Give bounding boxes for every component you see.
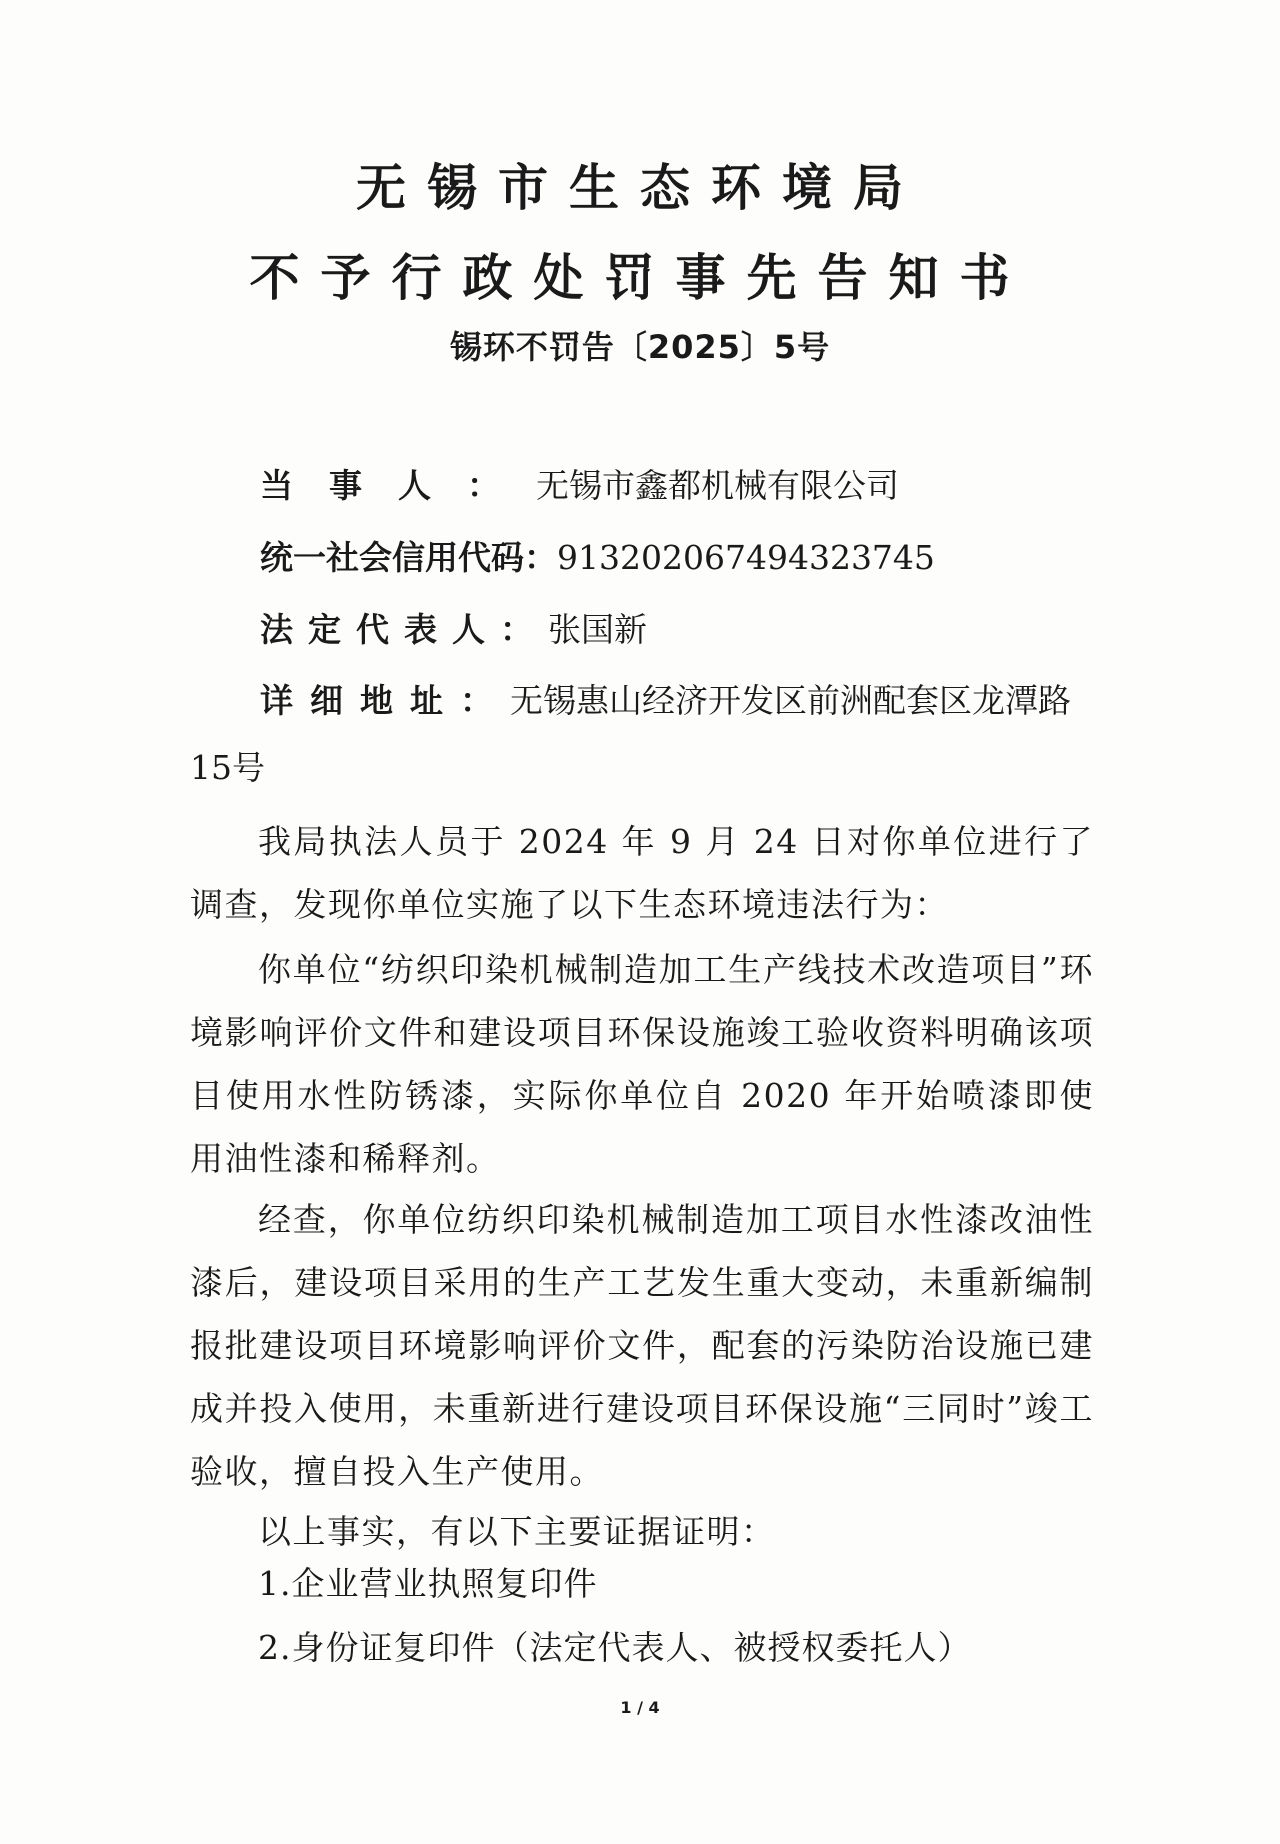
address-row bbox=[260, 681, 1071, 721]
address-label: 详细地址： bbox=[260, 681, 510, 720]
evidence-item: 2.身份证复印件（法定代表人、被授权委托人） bbox=[258, 1628, 972, 1667]
evidence-intro-paragraph: 以上事实，有以下主要证据证明： bbox=[258, 1512, 776, 1551]
credit-code-value: 913202067494323745 bbox=[557, 538, 935, 577]
party-name-row bbox=[260, 466, 899, 506]
address-value-line1: 无锡惠山经济开发区前洲配套区龙潭路 bbox=[510, 681, 1071, 720]
page-indicator: 1 / 4 bbox=[620, 1698, 660, 1717]
party-name-label: 当事人： bbox=[260, 466, 536, 505]
credit-code-row bbox=[260, 538, 935, 578]
investigation-paragraph: 我局执法人员于 2024 年 9 月 24 日对你单位进行了调查，发现你单位实施了以下生态环境违法行为： bbox=[190, 822, 1094, 924]
evidence-item: 1.企业营业执照复印件 bbox=[258, 1564, 598, 1603]
credit-code-label: 统一社会信用代码： bbox=[260, 538, 557, 577]
address-value-line2: 15号 bbox=[190, 748, 265, 787]
violation-description-paragraph: 你单位“纺织印染机械制造加工生产线技术改造项目”环境影响评价文件和建设项目环保设施竣工验收资料明确该项目使用水性防锈漆，实际你单位自 2020 年开始喷漆即使用油性漆和稀释剂。 bbox=[190, 950, 1094, 1178]
party-name-value: 无锡市鑫都机械有限公司 bbox=[536, 466, 899, 505]
legal-rep-value: 张国新 bbox=[548, 610, 647, 649]
document-number: 锡环不罚告〔2025〕5号 bbox=[449, 328, 831, 366]
document-title-type: 不予行政处罚事先告知书 bbox=[249, 249, 1031, 307]
document-title-agency: 无锡市生态环境局 bbox=[356, 159, 924, 217]
findings-paragraph: 经查，你单位纺织印染机械制造加工项目水性漆改油性漆后，建设项目采用的生产工艺发生重大变动，未重新编制报批建设项目环境影响评价文件，配套的污染防治设施已建成并投入使用，未重新进行建设项目环保设施“三同时”竣工验收，擅自投入生产使用。 bbox=[190, 1200, 1094, 1491]
legal-rep-label: 法定代表人： bbox=[260, 610, 548, 649]
legal-rep-row bbox=[260, 610, 647, 650]
